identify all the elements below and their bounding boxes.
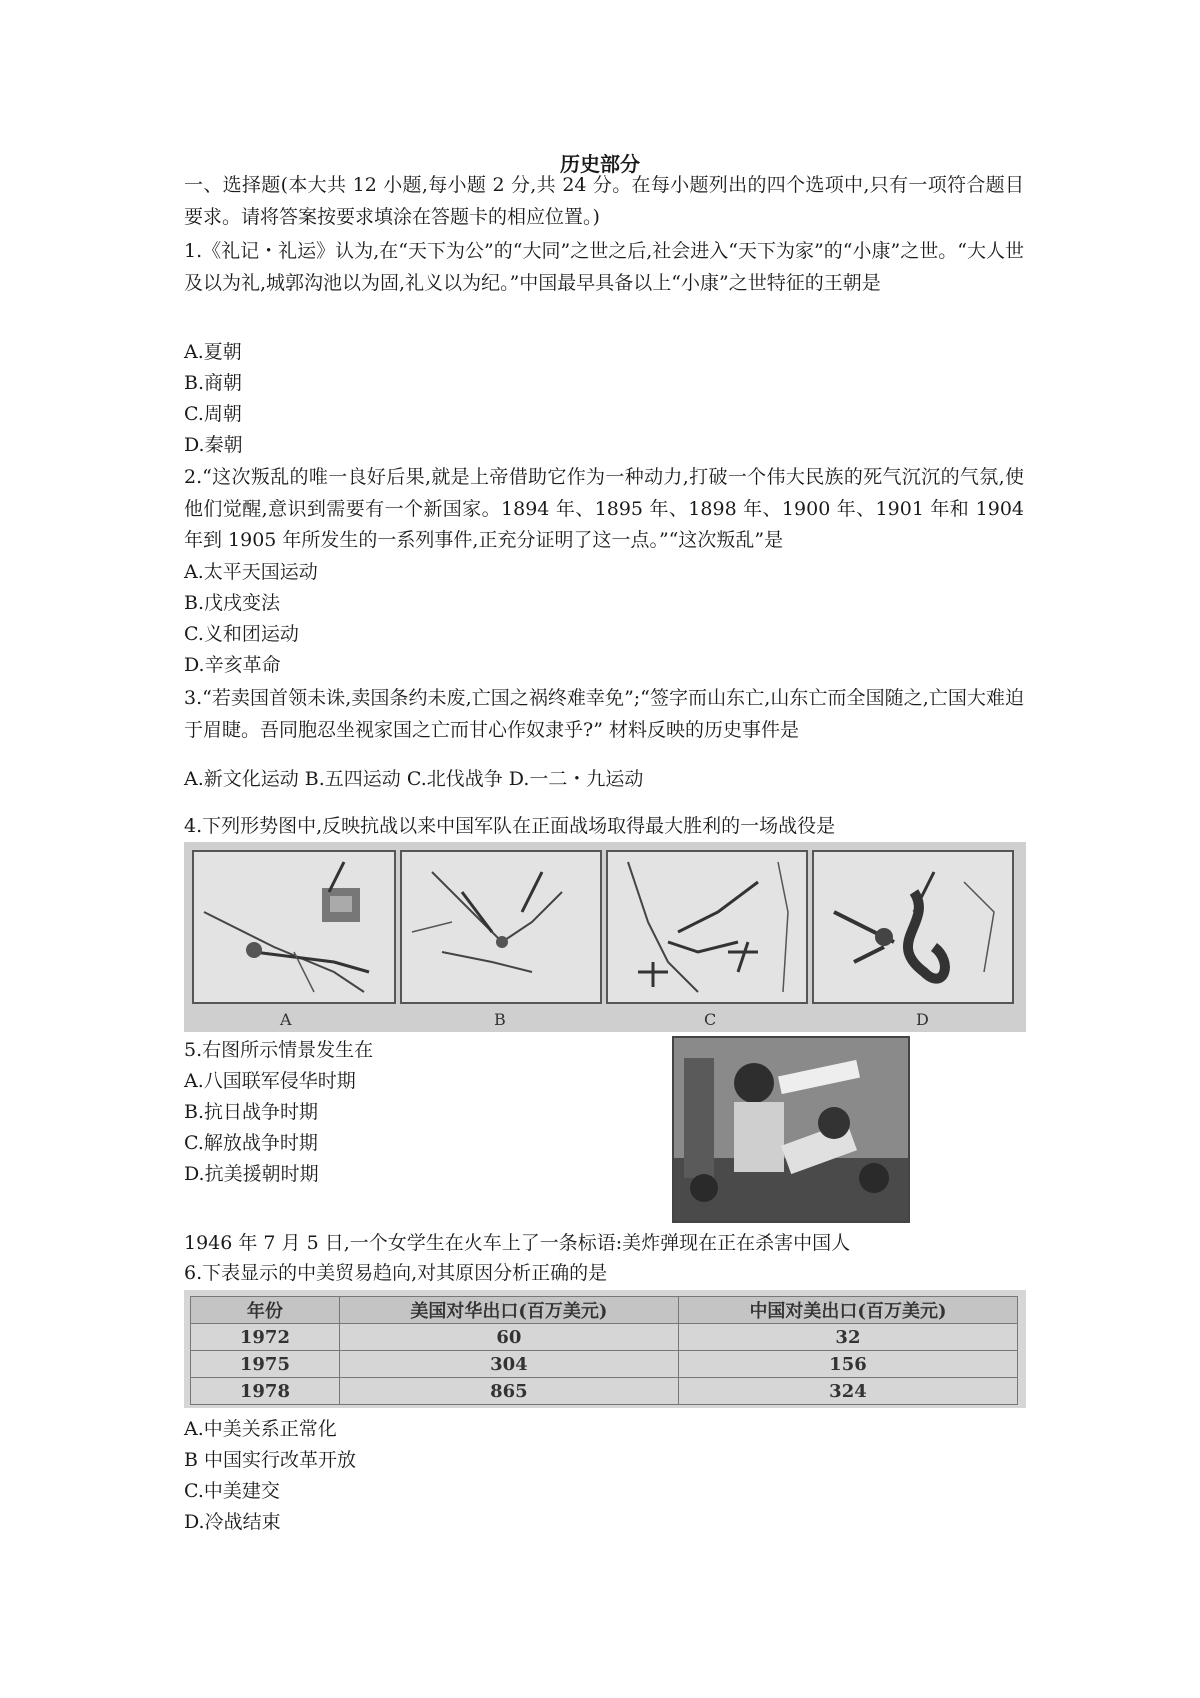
header-us-export: 美国对华出口(百万美元) bbox=[339, 1297, 678, 1324]
map-c-graphic bbox=[608, 852, 806, 1002]
cell-cn-export: 32 bbox=[678, 1324, 1017, 1351]
map-label-d: D bbox=[916, 1010, 929, 1029]
trade-table bbox=[190, 1296, 1018, 1405]
cell-us-export: 304 bbox=[339, 1351, 678, 1378]
q5-option-a: A.八国联军侵华时期 bbox=[184, 1070, 356, 1092]
q1-option-a: A.夏朝 bbox=[184, 341, 242, 363]
page-title: 历史部分 bbox=[560, 152, 640, 176]
header-cn-export: 中国对美出口(百万美元) bbox=[678, 1297, 1017, 1324]
q2-option-a: A.太平天国运动 bbox=[184, 561, 318, 583]
cell-cn-export: 156 bbox=[678, 1351, 1017, 1378]
q6-option-c: C.中美建交 bbox=[184, 1480, 280, 1502]
section-header: 一、选择题(本大共 12 小题,每小题 2 分,共 24 分。在每小题列出的四个选项中,只有一项符合题目要求。请将答案按要求填涂在答题卡的相应位置。) bbox=[184, 174, 1024, 228]
cell-us-export: 60 bbox=[339, 1324, 678, 1351]
table-row bbox=[191, 1324, 1018, 1351]
q1-option-c: C.周朝 bbox=[184, 403, 242, 425]
photo-caption: 1946 年 7 月 5 日,一个女学生在火车上了一条标语:美炸弹现在正在杀害中国人 bbox=[184, 1232, 851, 1254]
table-row bbox=[191, 1378, 1018, 1405]
question-6-stem: 6.下表显示的中美贸易趋向,对其原因分析正确的是 bbox=[184, 1262, 608, 1284]
question-3-stem: 3.“若卖国首领未诛,卖国条约未废,亡国之祸终难幸免”;“签字而山东亡,山东亡而全国随之,亡国大难迫于眉睫。吾同胞忍坐视家国之亡而甘心作奴隶乎?” 材料反映的历史事件是 bbox=[184, 687, 1024, 741]
question-5-stem: 5.右图所示情景发生在 bbox=[184, 1039, 374, 1061]
map-label-a: A bbox=[280, 1010, 292, 1029]
photo-graphic bbox=[674, 1038, 908, 1221]
map-b-graphic bbox=[402, 852, 600, 1002]
map-d bbox=[812, 850, 1014, 1004]
q2-option-b: B.戊戌变法 bbox=[184, 592, 281, 614]
q6-option-d: D.冷战结束 bbox=[184, 1511, 281, 1533]
question-2-stem: 2.“这次叛乱的唯一良好后果,就是上帝借助它作为一种动力,打破一个伟大民族的死气沉沉的气氛,使他们觉醒,意识到需要有一个新国家。1894 年、1895 年、1898 年、1900 年、1901 年和 1904 年到 1905 年所发生的一系列事件,正充分证明了这一点。”“这次叛乱”是 bbox=[184, 466, 1024, 551]
map-a bbox=[192, 850, 396, 1004]
cell-year: 1975 bbox=[191, 1351, 340, 1378]
map-a-graphic bbox=[194, 852, 394, 1002]
q1-option-d: D.秦朝 bbox=[184, 434, 243, 456]
q6-option-a: A.中美关系正常化 bbox=[184, 1418, 337, 1440]
question-1-stem: 1.《礼记・礼运》认为,在“天下为公”的“大同”之世之后,社会进入“天下为家”的“小康”之世。“大人世及以为礼,城郭沟池以为固,礼义以为纪。”中国最早具备以上“小康”之世特征的王朝是 bbox=[184, 240, 1024, 294]
cell-us-export: 865 bbox=[339, 1378, 678, 1405]
table-row bbox=[191, 1351, 1018, 1378]
q2-option-d: D.辛亥革命 bbox=[184, 654, 281, 676]
q6-option-b: B 中国实行改革开放 bbox=[184, 1449, 357, 1471]
q1-option-b: B.商朝 bbox=[184, 372, 243, 394]
q5-option-b: B.抗日战争时期 bbox=[184, 1101, 319, 1123]
map-c bbox=[606, 850, 808, 1004]
map-label-b: B bbox=[494, 1010, 506, 1029]
q5-option-d: D.抗美援朝时期 bbox=[184, 1163, 319, 1185]
trade-table-figure bbox=[184, 1290, 1026, 1408]
header-year: 年份 bbox=[191, 1297, 340, 1324]
battle-maps-figure bbox=[184, 842, 1026, 1032]
cell-year: 1978 bbox=[191, 1378, 340, 1405]
cell-cn-export: 324 bbox=[678, 1378, 1017, 1405]
map-d-graphic bbox=[814, 852, 1012, 1002]
question-4-stem: 4.下列形势图中,反映抗战以来中国军队在正面战场取得最大胜利的一场战役是 bbox=[184, 815, 836, 837]
q2-option-c: C.义和团运动 bbox=[184, 623, 299, 645]
q5-option-c: C.解放战争时期 bbox=[184, 1132, 318, 1154]
q3-options: A.新文化运动 B.五四运动 C.北伐战争 D.一二・九运动 bbox=[184, 768, 644, 790]
cell-year: 1972 bbox=[191, 1324, 340, 1351]
historical-photo bbox=[672, 1036, 910, 1223]
map-b bbox=[400, 850, 602, 1004]
table-header-row bbox=[191, 1297, 1018, 1324]
map-label-c: C bbox=[704, 1010, 717, 1029]
